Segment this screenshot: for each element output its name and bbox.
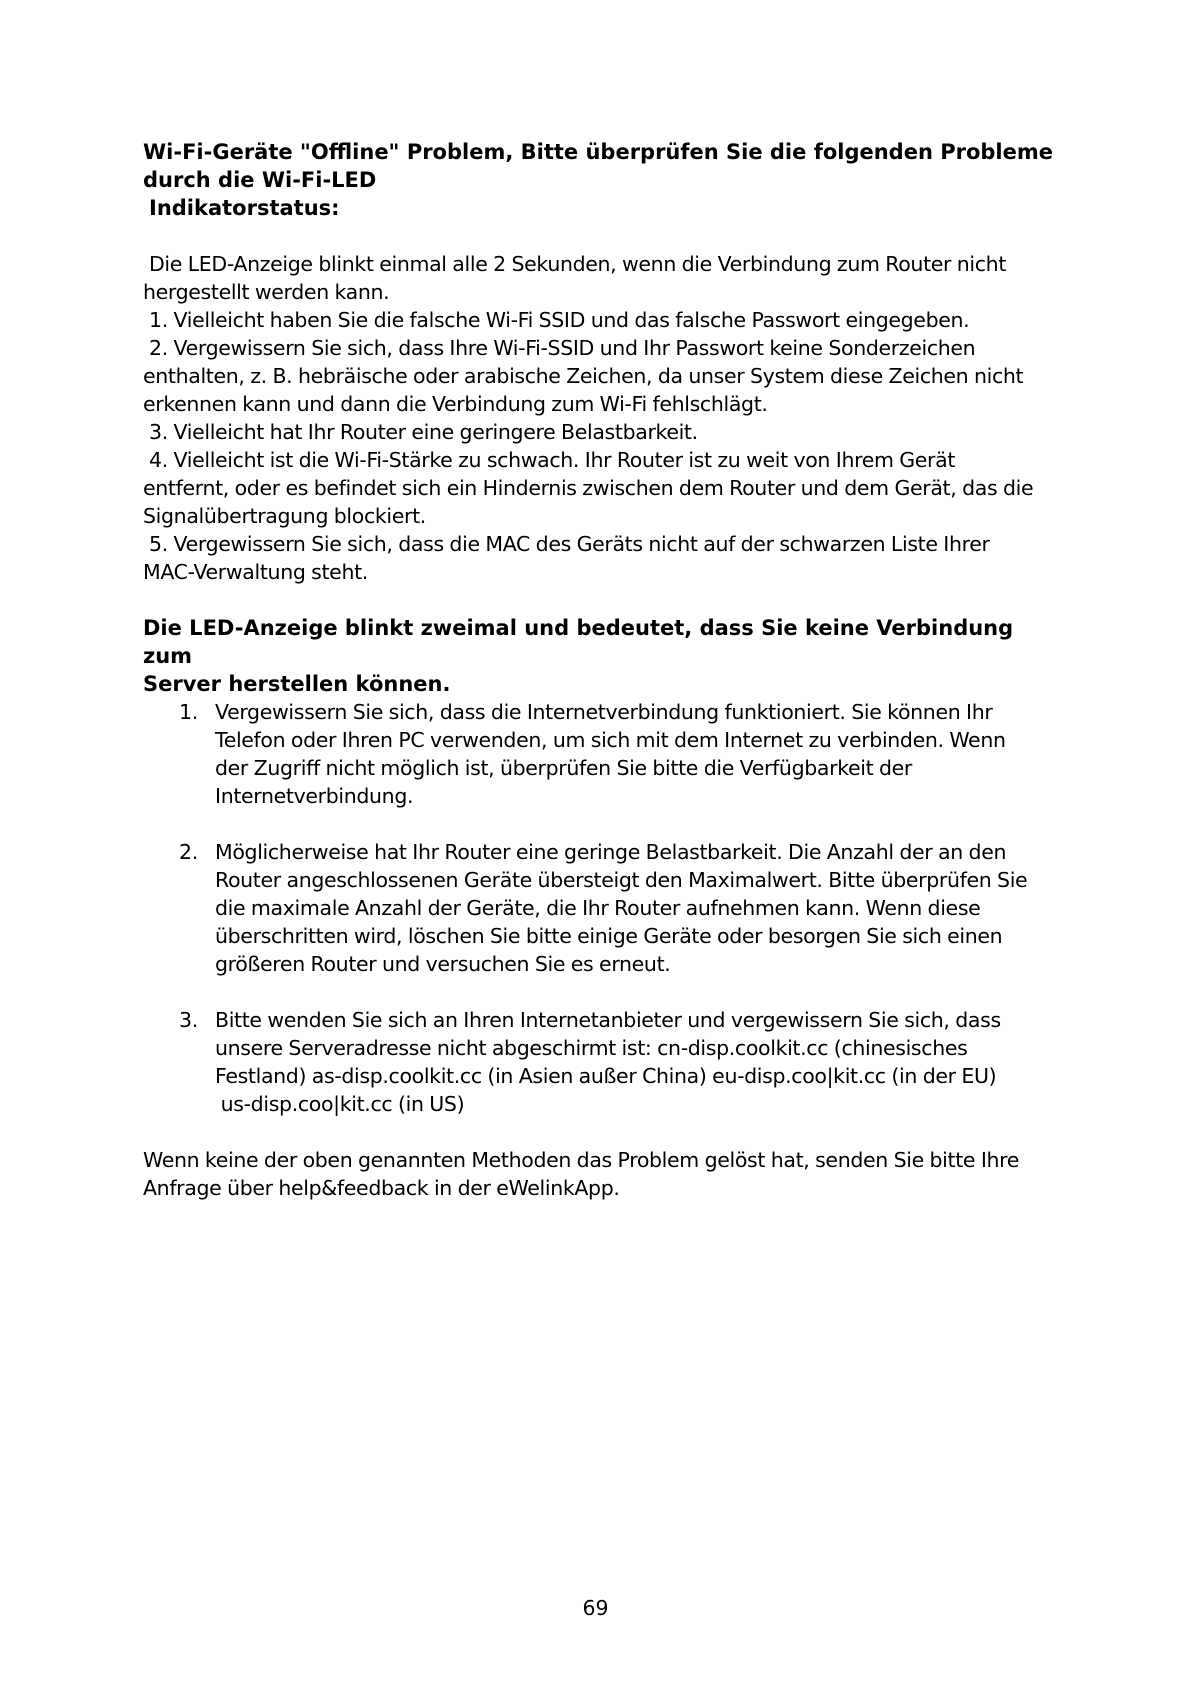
list-item: 1. Vielleicht haben Sie die falsche Wi-Fi SSID und das falsche Passwort eingegeben. [149,308,970,332]
list-item: 2. Vergewissern Sie sich, dass Ihre Wi-Fi-SSID und Ihr Passwort keine Sonderzeichen [149,336,976,360]
section-heading-line: durch die Wi-Fi-LED [143,168,377,192]
list-item-continuation: enthalten, z. B. hebräische oder arabische Zeichen, da unser System diese Zeichen nicht [143,364,1024,388]
intro-text: Die LED-Anzeige blinkt einmal alle 2 Sekunden, wenn die Verbindung zum Router nicht [149,252,1007,276]
list-line: Festland) as-disp.coolkit.cc (in Asien außer China) eu-disp.coo|kit.cc (in der EU) [215,1064,997,1088]
numbered-list [143,698,1063,1118]
list-line: Internetverbindung. [215,784,414,808]
list-item: 3. Vielleicht hat Ihr Router eine geringere Belastbarkeit. [149,420,698,444]
section-server-connection [143,614,1063,1118]
list-line: die maximale Anzahl der Geräte, die Ihr Router aufnehmen kann. Wenn diese [215,896,981,920]
list-line: größeren Router und versuchen Sie es erneut. [215,952,671,976]
spacer [143,586,1063,614]
closing-text: Wenn keine der oben genannten Methoden das Problem gelöst hat, senden Sie bitte Ihre [143,1148,1020,1172]
intro-text: hergestellt werden kann. [143,280,390,304]
page-number: 69 [582,1596,609,1620]
list-number: 3. [179,1008,198,1032]
list-item: 5. Vergewissern Sie sich, dass die MAC des Geräts nicht auf der schwarzen Liste Ihrer [149,532,990,556]
section-heading-line: Wi-Fi-Geräte "Offline" Problem, Bitte überprüfen Sie die folgenden Probleme [143,140,1053,164]
list-item-continuation: erkennen kann und dann die Verbindung zum Wi-Fi fehlschlägt. [143,392,768,416]
document-page [143,138,1063,1202]
list-line: der Zugriff nicht möglich ist, überprüfen Sie bitte die Verfügbarkeit der [215,756,912,780]
list-item-continuation: Signalübertragung blockiert. [143,504,426,528]
list-item: 4. Vielleicht ist die Wi-Fi-Stärke zu schwach. Ihr Router ist zu weit von Ihrem Gerät [149,448,956,472]
list-line: überschritten wird, löschen Sie bitte einige Geräte oder besorgen Sie sich einen [215,924,1003,948]
list-item-continuation: MAC-Verwaltung steht. [143,560,368,584]
closing-paragraph [143,1146,1063,1202]
section-heading-line: Indikatorstatus: [149,196,340,220]
numbered-list-item [143,838,1063,978]
list-line: Telefon oder Ihren PC verwenden, um sich mit dem Internet zu verbinden. Wenn [215,728,1006,752]
list-item-continuation: entfernt, oder es befindet sich ein Hindernis zwischen dem Router und dem Gerät, das die [143,476,1034,500]
closing-text: Anfrage über help&feedback in der eWelinkApp. [143,1176,620,1200]
section-heading-line: Die LED-Anzeige blinkt zweimal und bedeutet, dass Sie keine Verbindung zum [143,616,1014,668]
numbered-list-item [143,698,1063,810]
list-number: 1. [179,700,198,724]
section-wifi-offline [143,138,1063,586]
list-line: Router angeschlossenen Geräte übersteigt den Maximalwert. Bitte überprüfen Sie [215,868,1028,892]
numbered-list-item [143,1006,1063,1118]
list-line: us-disp.coo|kit.cc (in US) [215,1092,465,1116]
spacer [143,222,1063,250]
spacer [143,1118,1063,1146]
section-heading-line: Server herstellen können. [143,672,451,696]
list-number: 2. [179,840,198,864]
list-line: Bitte wenden Sie sich an Ihren Internetanbieter und vergewissern Sie sich, dass [215,1008,1001,1032]
list-line: Möglicherweise hat Ihr Router eine geringe Belastbarkeit. Die Anzahl der an den [215,840,1007,864]
list-line: unsere Serveradresse nicht abgeschirmt ist: cn-disp.coolkit.cc (chinesisches [215,1036,968,1060]
list-line: Vergewissern Sie sich, dass die Internetverbindung funktioniert. Sie können Ihr [215,700,993,724]
